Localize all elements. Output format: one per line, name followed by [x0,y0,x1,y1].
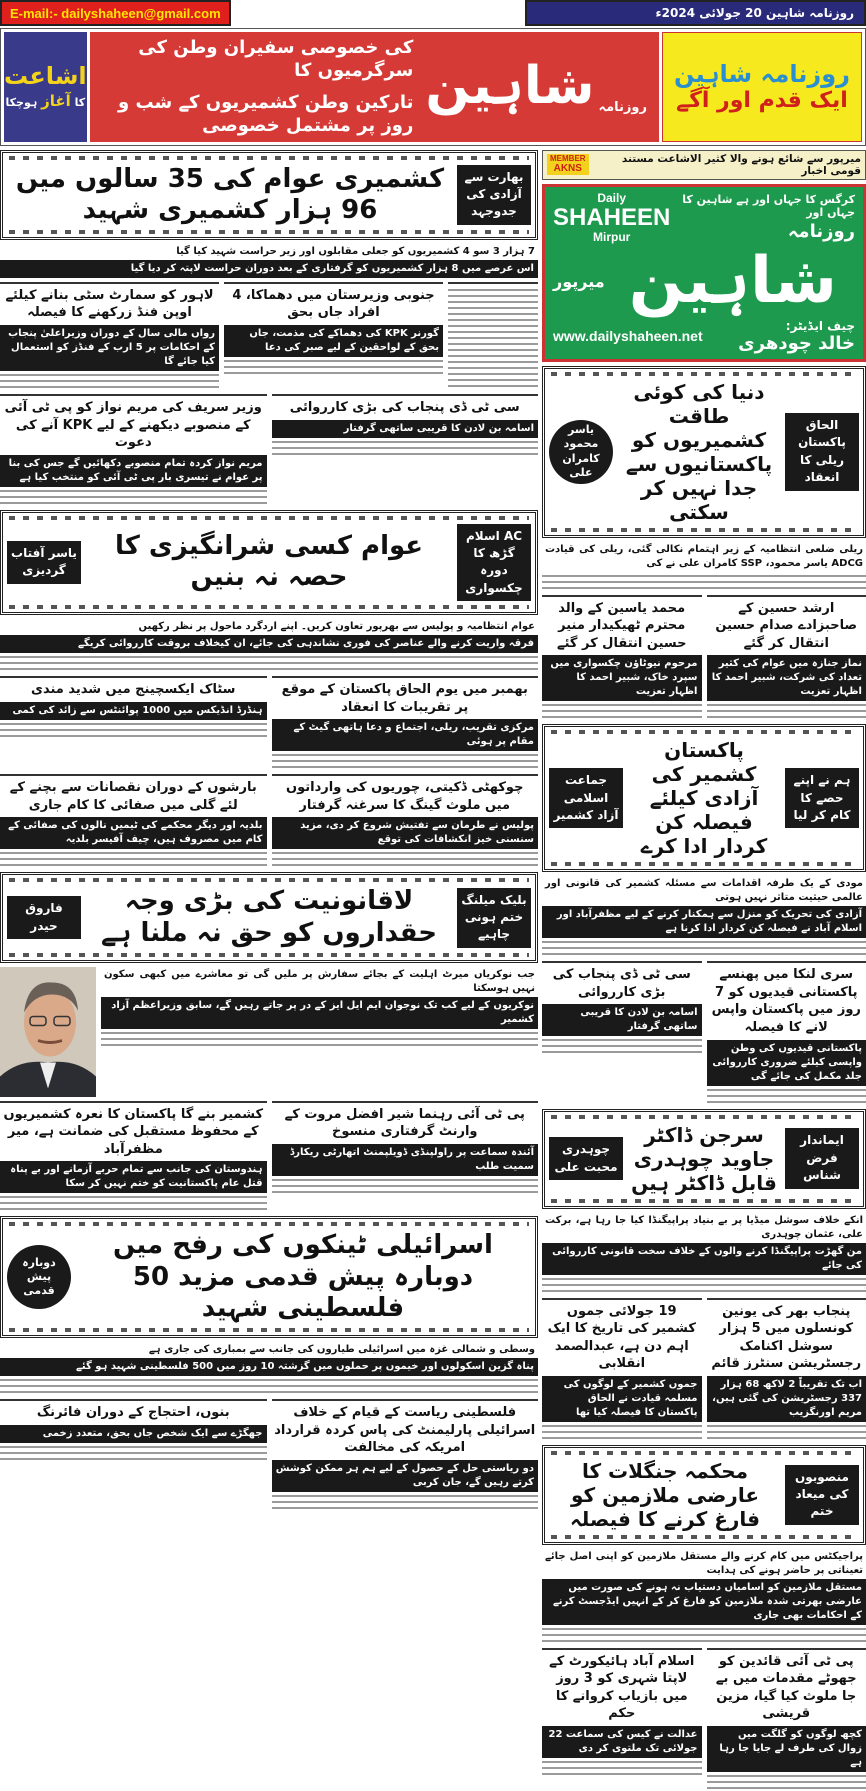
masthead-ad [0,28,866,146]
article-body-text [542,575,866,591]
article-body-text [542,941,866,957]
newspaper-page [0,150,866,1791]
article-headline: سی ٹی ڈی پنجاب کی بڑی کارروائی [542,965,702,1004]
article-body-text [0,1446,267,1462]
banner-side-box: الحاق پاکستان ریلی کا انعقاد [785,413,859,491]
article-body-text [272,754,539,770]
article-row [542,1648,866,1791]
article-body-text [707,1089,866,1105]
headline-banner-forest [542,1445,866,1545]
banner-headline: پاکستان کشمیر کی آزادی کیلئے فیصلہ کن کردار ادا کرے [627,738,781,858]
article-subheadline: پراجیکٹس میں کام کرنے والے مستقل ملازمین کو اپنی اصل جائے تعیناتی پر حاضر ہونے کی ہدایت [542,1549,866,1579]
article-body-text [0,656,538,672]
article-body-text [542,1039,702,1055]
banner-headline: لاقانونیت کی بڑی وجہ حقداروں کو حق نہ ملنا ہے [85,886,453,948]
banner-side-box: بلیک میلنگ ختم ہونی چاہیے [457,888,531,948]
article-highlight-bar: آئندہ سماعت پر راولپنڈی ڈویلپمنٹ اتھارٹی ریکارڈ سمیت طلب [272,1144,539,1176]
banner-side-box: منصوبوں کی میعاد ختم [785,1465,859,1525]
article-row [0,967,538,1097]
chief-editor-block [738,319,855,354]
banner-byline-box: یاسر آفتاب گردیزی [7,541,81,584]
banner-badge: یاسر محمود کامران علی [549,420,613,484]
masthead-logo-text: شاہین [425,58,594,115]
article-highlight-bar: فرقہ واریت کرنے والے عناصر کی فوری نشاندہی کی جائے، ان کیخلاف بروقت کارروائی کریگے [0,635,538,653]
banner-byline-box: فاروق حیدر [7,896,81,939]
article-bannu [0,1399,267,1511]
article-forest_text [542,1549,866,1644]
article-highlight-bar: پاکستانی قیدیوں کی وطن واپسی کیلئے ضروری کارروائی جلد مکمل کی جائے گی [707,1040,866,1086]
article-row [0,774,538,868]
article-body-text [542,1761,702,1777]
logo-top-row [553,192,855,245]
masthead-logo-prefix: روزنامہ [599,100,647,115]
logo-bottom-row [553,319,855,354]
banner-headline: محکمہ جنگلات کا عارضی ملازمین کو فارغ کرنے کا فیصلہ [549,1459,781,1531]
politician-photo [0,967,96,1097]
article-quraishi [707,1648,866,1791]
chief-editor-name: خالد چودھری [738,333,855,354]
article-headline: محمد یاسین کے والد محترم ٹھیکیدار منیر حسین انتقال کر گئے [542,599,702,656]
article-marwat [272,1101,539,1213]
article-body-text [0,723,267,739]
headline-banner-rally [542,366,866,538]
newspaper-logo [542,184,866,362]
headline-banner-kashmir96 [0,150,538,240]
article-headline: فلسطینی ریاست کے قیام کے خلاف اسرائیلی پارلیمنٹ کی پاس کردہ قرارداد امریکہ کی مخالفت [272,1403,539,1460]
article-body-text [0,852,267,868]
article-bhimber [272,676,539,770]
logo-middle-row [553,246,855,316]
article-body-text [707,1425,866,1441]
banner-headline: عوام کسی شرانگیزی کا حصہ نہ بنیں [85,531,453,593]
article-subheadline: جب نوکریاں میرٹ اہلیت کے بجائے سفارش پر ملیں گی تو معاشرے میں کبھی سکون نہیں ہوسکتا [101,967,538,997]
text: ہوچکا [5,96,37,109]
article-headline: بھمبر میں یوم الحاق پاکستان کے موقع پر تقریبات کا انعقاد [272,680,539,719]
banner-byline-box: جماعت اسلامی آزاد کشمیر [549,768,623,828]
article-headline: پی ٹی آئی قائدین کو جھوٹے مقدمات میں بے جا ملوث کیا گیا، مزین قریشی [707,1652,866,1726]
article-highlight-bar: ہندوستان کی جانب سے تمام حربے آزمانے اور بے پناہ قتل عام پاکستانیت کو ختم نہیں کر سکا [0,1161,267,1193]
article-body-text [272,441,539,457]
article-headline: کشمیر بنے گا پاکستان کا نعرہ کشمیریوں کے محفوظ مستقبل کی ضمانت ہے، میر مظفرآباد [0,1105,267,1162]
dateline: روزنامہ شاہین 20 جولائی 2024ء [525,0,866,26]
article-row [542,1298,866,1441]
article-highlight-bar: من گھڑت پراپیگنڈا کرنے والوں کے خلاف سخت قانونی کارروائی کی جائے [542,1243,866,1275]
article-ctd2 [542,961,702,1104]
article-headline: بنوں، احتجاج کے دوران فائرنگ [0,1403,267,1425]
headline-banner-jamaat [542,724,866,872]
article-highlight-bar: دو ریاستی حل کے حصول کے لیے ہم ہر ممکن کوشش کرتے رہیں گے، جان کربی [272,1460,539,1492]
headline-banner-awam [0,510,538,616]
article-mir [0,1101,267,1213]
article-rain [0,774,267,868]
article-headline: سٹاک ایکسچینج میں شدید مندی [0,680,267,702]
text: Daily [597,191,626,205]
article-palestine [272,1399,539,1511]
article-kpk [0,394,267,506]
article-ctd1 [272,394,539,506]
article-body-text [0,1196,267,1212]
left-column [0,150,538,1511]
banner-headline: کشمیری عوام کی 35 سالوں میں 96 ہزار کشمیری شہید [7,164,453,226]
article-lahore [0,282,219,390]
article-body-text [0,374,219,390]
article-punjab_uc [707,1298,866,1441]
article-headline: ارشد حسین کے صاحبزادے صدام حسین انتقال کر گئے [707,599,866,656]
article-highlight-bar: مریم نواز کردہ تمام منصوبے دکھائیں گے جس کی بنا پر عوام نے تیسری بار پی ٹی آئی کو منتخب کیا ہے [0,455,267,487]
masthead-line-1: کی خصوصی سفیران وطن کی سرگرمیوں کا [102,36,414,83]
masthead-launch [5,90,85,113]
article-highlight-bar: ہنڈرڈ انڈیکس میں 1000 پوائنٹس سے زائد کی کمی [0,702,267,720]
article-highlight-bar: کچھ لوگوں کو گلگت میں زوال کی طرف لے جایا جا رہا ہے [707,1726,866,1772]
headline-banner-israel [0,1216,538,1338]
article-chokhti [272,774,539,868]
article-highlight-bar: پولیس نے طرمان سے تفتیش شروع کر دی، مزید سنسنی خیز انکشافات کی توقع [272,817,539,849]
text: آغاز [41,92,71,110]
logo-slogan: کرگس کا جہاں اور ہے شاہین کا جہاں اور [676,193,855,219]
article-body-text [0,1379,538,1395]
email-label: E-mail:- dailyshaheen@gmail.com [0,0,231,26]
text: AKNS [554,163,582,174]
article-highlight-bar: مرحوم نیوٹاؤن چکسواری میں سپرد خاک، شبیر احمد کا اظہار تعزیت [542,655,702,701]
article-row [0,282,538,390]
banner-headline: سرجن ڈاکٹر جاوید چوہدری قابل ڈاکٹر ہیں [627,1123,781,1195]
top-bar [0,0,866,26]
article-body-text [224,360,443,376]
masthead-publication: اشاعت [4,62,87,90]
article-obit2 [707,595,866,721]
article-highlight-bar: جموں کشمیر کے لوگوں کی مسلمہ قیادت نے الحاق پاکستان کا فیصلہ کیا تھا [542,1376,702,1422]
article-row [542,595,866,721]
article-obit1 [542,595,702,721]
right-column [542,150,866,1791]
article-headline: پنجاب بھر کی یونین کونسلوں میں 5 ہزار سوشل اکنامک رجسٹریشن سنٹرز قائم [707,1302,866,1376]
article-highlight-bar: اب تک تقریباً 2 لاکھ 68 ہزار 337 رجسٹریشن کی گئی ہیں، مریم اورنگزیب [707,1376,866,1422]
article-body-text [272,1179,539,1195]
article-propaganda [542,1213,866,1294]
article-highlight-bar: آزادی کی تحریک کو منزل سے ہمکنار کرنے کے لیے مظفرآباد اور اسلام آباد نے فیصلہ کن کردار ادا کرنا ہے [542,906,866,938]
masthead-red-panel [90,32,659,142]
article-highlight-bar: اس عرصے میں 8 ہزار کشمیریوں کو گرفتاری کے بعد دوران حراست لاپتہ کر دیا گیا [0,260,538,278]
article-row [542,961,866,1104]
article-highlight-bar: نوکریوں کے لیے کب تک نوجوان ایم ایل ایز کے در پر جاتے رہیں گے، سابق وزیراعظم آزاد کشمیر [101,997,538,1029]
article-row [0,676,538,770]
article-gaza [0,1342,538,1395]
masthead-yellow-panel [662,32,862,142]
masthead-blue-panel [4,32,87,142]
article-subheadline: انکے خلاف سوشل میڈیا پر بے بنیاد پراپیگنڈا کیا جا رہا ہے، برکت علی، عثمان چوہدری [542,1213,866,1243]
article-modi [542,876,866,957]
logo-roznama: روزنامہ [676,221,855,242]
banner-headline: اسرائیلی ٹینکوں کی رفح میں دوبارہ پیش قدمی مزید 50 فلسطینی شہید [75,1230,531,1324]
article-headline: سری لنکا میں پھنسے پاکستانی قیدیوں کو 7 روز میں پاکستان واپس لانے کا فیصلہ [707,965,866,1039]
article-highlight-bar: عدالت نے کیس کی سماعت 22 جولائی تک ملتوی کر دی [542,1726,702,1758]
article-highlight-bar: پناہ گزین اسکولوں اور خیموں پر حملوں میں گزشتہ 10 روز میں 500 فلسطینی شہید ہو گئے [0,1358,538,1376]
article-highlight-bar: جھگڑے سے ایک شخص جاں بحق، متعدد زخمی [0,1425,267,1443]
article-highlight-bar: اسامہ بن لادن کا قریبی ساتھی گرفتار [272,420,539,438]
masthead-lines [102,36,414,138]
article-rally_text [542,542,866,591]
article-body-text [707,1775,866,1791]
banner-side-box: ایماندار فرض شناس [785,1128,859,1188]
logo-urdu-header [676,193,855,242]
article-subheadline: مودی کے یک طرفہ اقدامات سے مسئلہ کشمیر کی قانونی اور عالمی حیثیت متاثر نہیں ہوتی [542,876,866,906]
article-highlight-bar: بلدیہ اور دیگر محکمے کی ٹیمیں نالوں کی صفائی کے کام میں مصروف ہیں، چیف آفیسر بلدیہ [0,817,267,849]
article-body-text [542,1425,702,1441]
article-akpm [101,967,538,1097]
chief-editor-label: چیف ایڈیٹر: [738,319,855,333]
headline-banner-surgeon [542,1109,866,1209]
banner-side-box: AC اسلام گڑھ کا دورہ چکسواری [457,524,531,602]
text: کا [75,96,86,109]
banner-headline: دنیا کی کوئی طاقت کشمیریوں کو پاکستانیوں سے جدا نہیں کر سکتی [617,380,781,524]
article-body-text [707,704,866,720]
article-subheadline: ریلی ضلعی انتظامیہ کے زیر اہتمام نکالی گئی، ریلی کی قیادت ADCG یاسر محمود، SSP کامران علی نے کی [542,542,866,572]
article-body-text [272,852,539,868]
article-headline: پی ٹی آئی رہنما شیر افضل مروت کے وارنٹ گرفتاری منسوخ [272,1105,539,1144]
masthead-logo-group [425,58,647,115]
text: SHAHEEN [553,205,670,231]
text: MEMBER [550,154,586,163]
article-row [0,1399,538,1511]
article-subheadline: وسطی و شمالی غزہ میں اسرائیلی طیاروں کی جانب سے بمباری کی جاری ہے [0,1342,538,1358]
article-headline: چوکھٹی ڈکیتی، چوریوں کی وارداتوں میں ملوث گینگ کا سرغنہ گرفتار [272,778,539,817]
article-highlight-bar: مرکزی تقریب، ریلی، اجتماع و دعا ہاتھی گیٹ کے مقام پر ہوئی [272,719,539,751]
masthead-slogan: ایک قدم اور آگے [676,88,848,113]
banner-side-box: بھارت سے آزادی کی جدوجہد [457,165,531,225]
article-body-text [0,490,267,506]
logo-name: شاہین [611,246,855,316]
article-awam_text [0,619,538,672]
article-highlight-bar: نماز جنازہ میں عوام کی کثیر تعداد کی شرکت، شبیر احمد کا اظہار تعزیت [707,655,866,701]
article-srilanka [707,961,866,1104]
article-headline: وزیر سریف کی مریم نواز کو پی ٹی آئی کے منصوبے دیکھنے کے لیے KPK آنے کی دعوت [0,398,267,455]
article-body-text [542,1628,866,1644]
article-headline: 19 جولائی جموں کشمیر کی تاریخ کا ایک اہم دن ہے، عبدالصمد انقلابی [542,1302,702,1376]
article-body-text [542,1278,866,1294]
article-body-text [101,1032,538,1048]
logo-mirpur: میرپور [553,272,605,291]
article-subheadline: عوام انتظامیہ و پولیس سے بھرپور تعاون کریں۔ اپنے اردگرد ماحول پر نظر رکھیں [0,619,538,635]
headline-banner-faroq [0,872,538,962]
akns-strip [542,150,866,180]
article-kashmir96_text [0,244,538,278]
text: Mirpur [593,230,630,244]
article-july19 [542,1298,702,1441]
article-highlight-bar: رواں مالی سال کے دوران وزیراعلیٰ پنجاب کے احکامات پر 5 ارب کے فنڈز کو استعمال کیا جائے گا [0,325,219,371]
article-stock [0,676,267,770]
article-row [0,1101,538,1213]
masthead-title: روزنامہ شاہین [674,60,850,88]
article-body-text [542,704,702,720]
article-row [0,394,538,506]
banner-byline-box: چوہدری محبت علی [549,1137,623,1180]
logo-english [553,192,670,245]
article-court [542,1648,702,1791]
article-highlight-bar: اسامہ بن لادن کا قریبی ساتھی گرفتار [542,1004,702,1036]
article-waziristan [224,282,443,390]
akns-member-badge [547,154,589,176]
banner-side-box: ہم نے اپنے حصے کا کام کر لیا [785,768,859,828]
article-kashmir_col [448,282,538,390]
article-headline: اسلام آباد ہائیکورٹ کے لاپتا شہری کو 3 روز میں بازیاب کروانے کا حکم [542,1652,702,1726]
article-highlight-bar: گورنر KPK کی دھماکے کی مذمت، جاں بحق کے لواحقین کے لیے صبر کی دعا [224,325,443,357]
article-highlight-bar: مستقل ملازمین کو اسامیاں دستیاب نہ ہونے کی صورت میں عارضی بھرتی شدہ ملازمین کو فارغ کر کے انہیں ایڈجسٹ کرنے کے احکامات بھی جاری [542,1579,866,1625]
article-body-text [272,1495,539,1511]
portrait-image [0,967,96,1097]
article-headline: لاہور کو سمارٹ سٹی بنانے کیلئے اوپن فنڈ زرکھنے کا فیصلہ [0,286,219,325]
banner-badge: دوبارہ پیش قدمی [7,1245,71,1309]
article-headline: سی ٹی ڈی پنجاب کی بڑی کارروائی [272,398,539,420]
logo-url: www.dailyshaheen.net [553,328,703,344]
article-headline: جنوبی وزیرستان میں دھماکا، 4 افراد جاں بحق [224,286,443,325]
article-subheadline: 7 ہزار 3 سو 4 کشمیریوں کو جعلی مقابلوں اور زیر حراست شہید کیا گیا [0,244,538,260]
akns-text: میرپور سے شائع ہونے والا کثیر الاشاعت مستند قومی اخبار [593,153,861,177]
article-body-text [448,289,538,390]
masthead-line-2: تارکین وطن کشمیریوں کے شب و روز پر مشتمل خصوصی [102,91,414,138]
article-headline: بارشوں کے دوران نقصانات سے بچنے کے لئے گلی میں صفائی کا کام جاری [0,778,267,817]
